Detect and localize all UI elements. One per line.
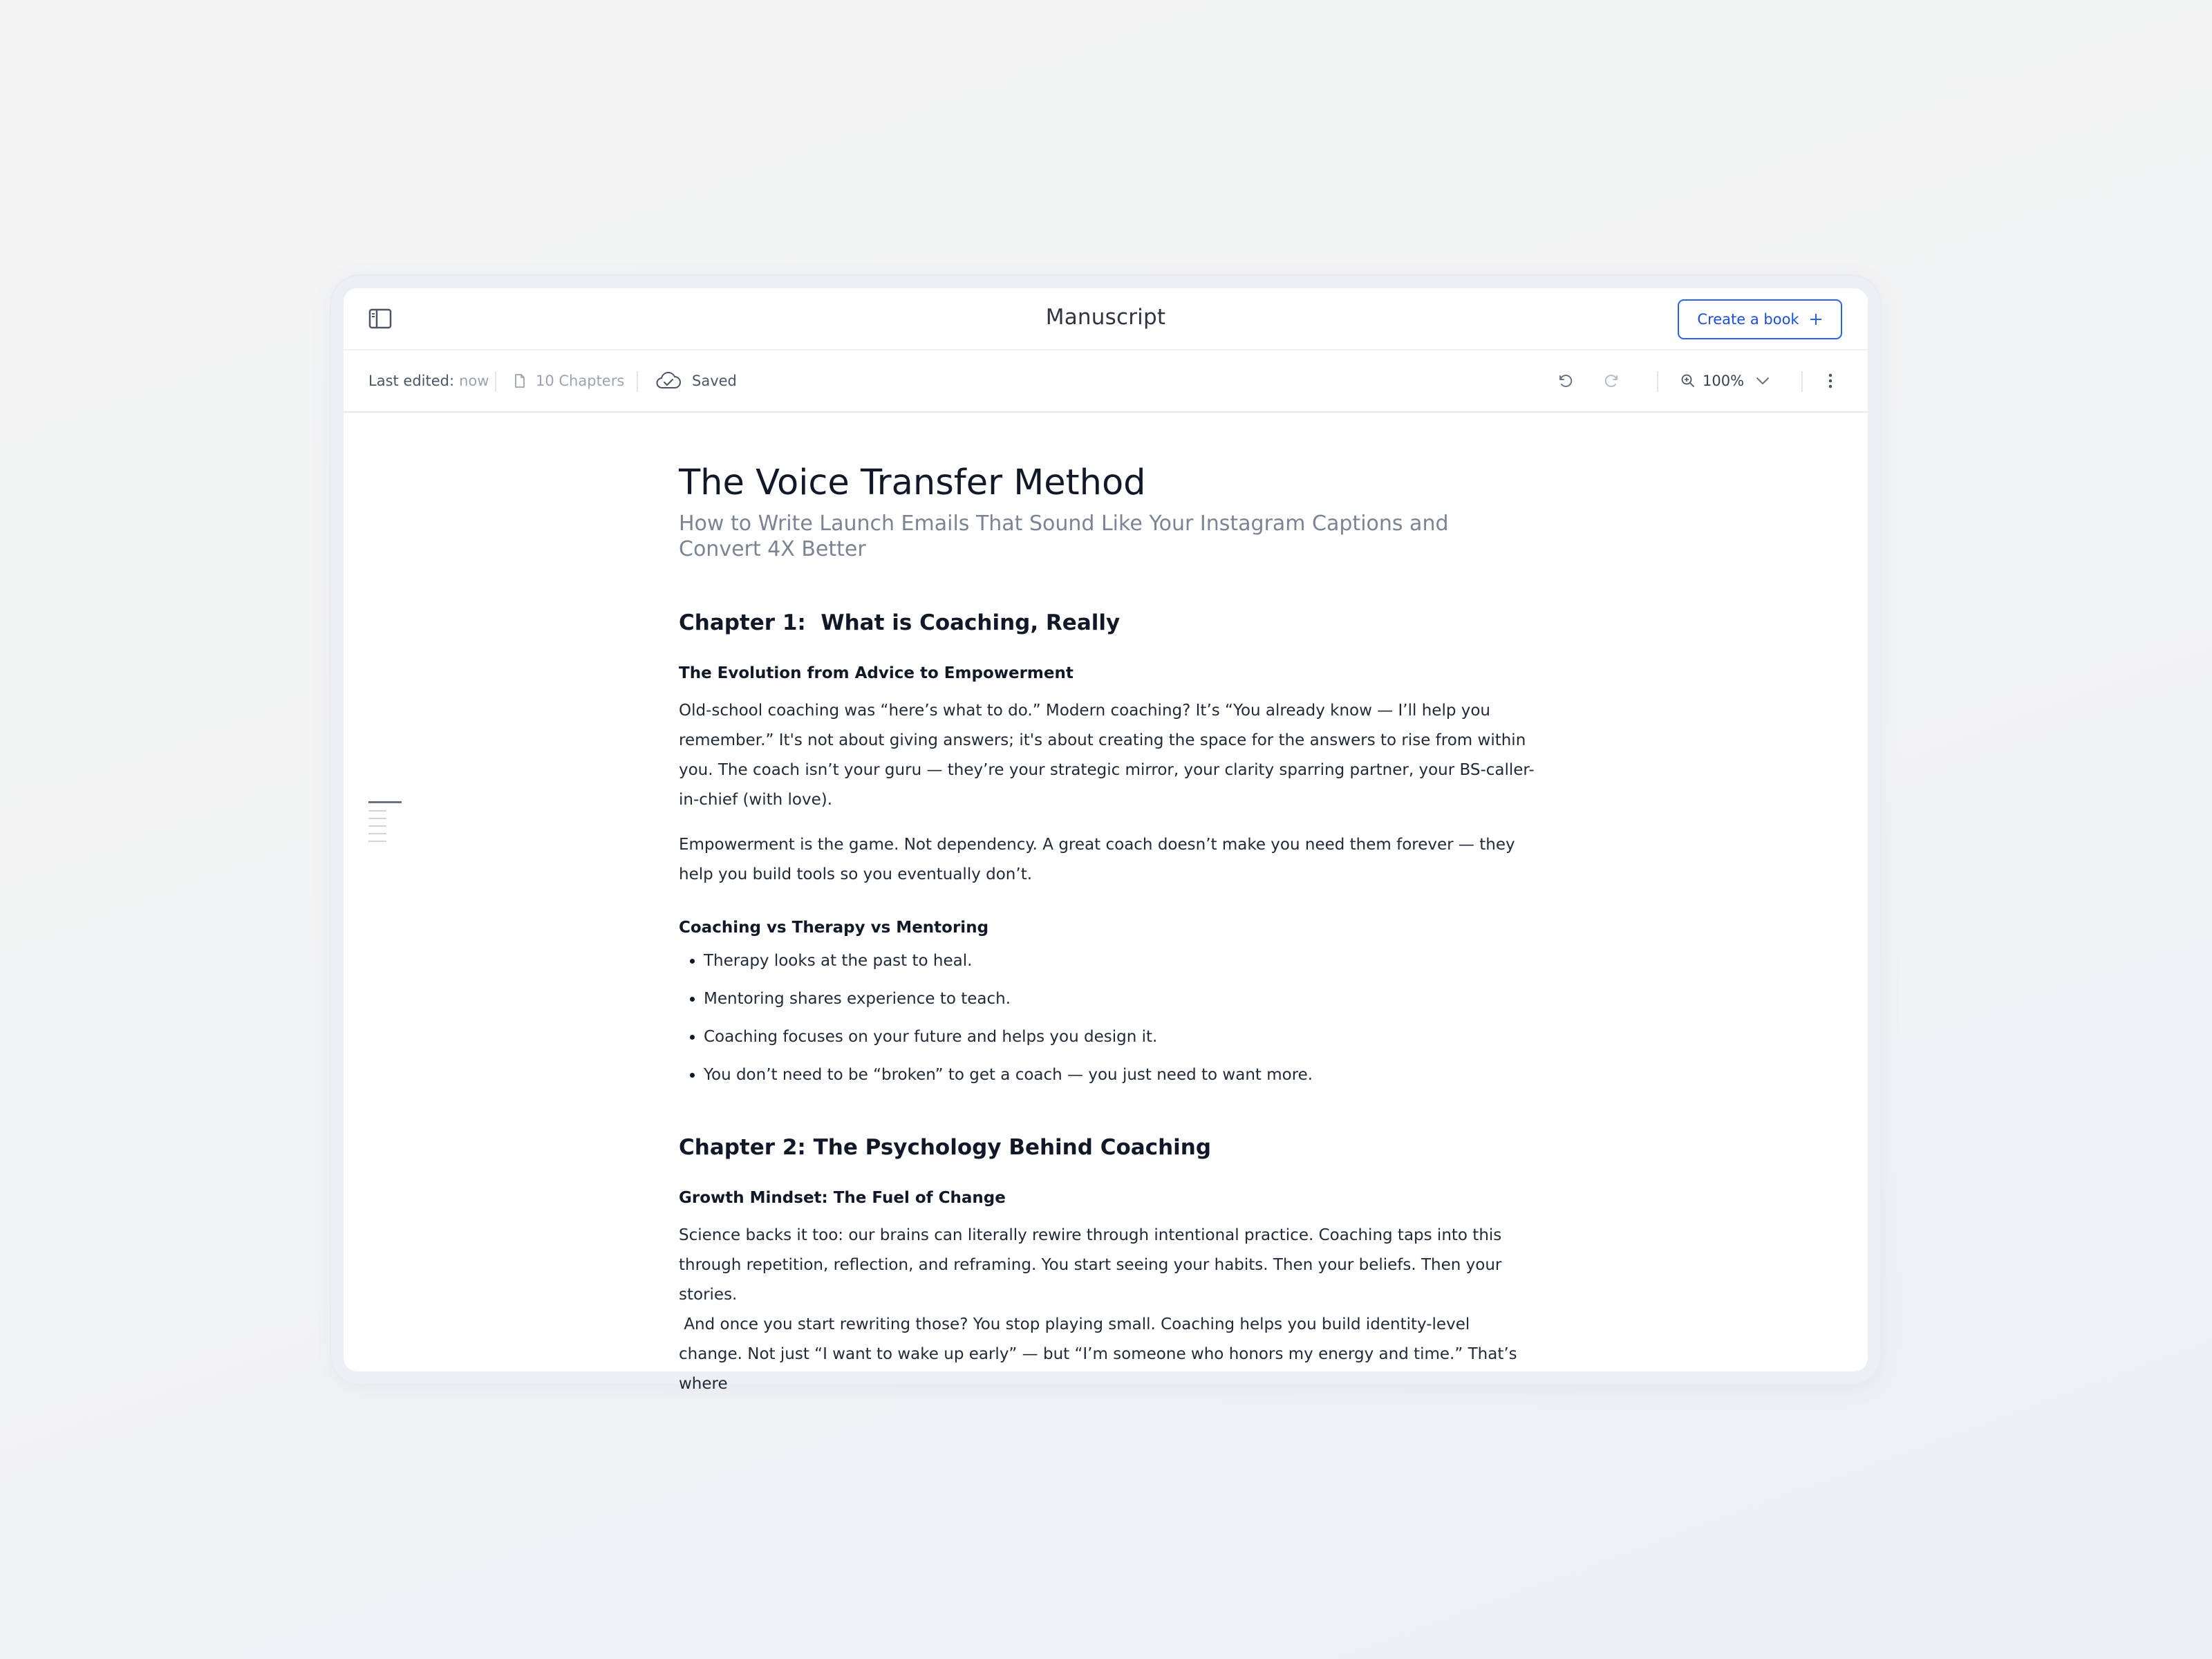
zoom-control[interactable] xyxy=(1680,367,1770,395)
create-book-label: Create a book xyxy=(1697,311,1799,328)
bullet-list xyxy=(679,950,1536,1085)
plus-icon xyxy=(1809,312,1823,326)
last-edited-status xyxy=(368,350,489,411)
paragraph[interactable]: Empowerment is the game. Not dependency. A great coach doesn’t make you need them forever — they help you build tools so you eventually don’t. xyxy=(679,836,1515,883)
save-status xyxy=(655,350,737,411)
outline-line-active xyxy=(368,801,402,803)
undo-icon xyxy=(1557,373,1573,389)
document-icon xyxy=(514,373,526,388)
chapters-label: 10 Chapters xyxy=(536,373,625,389)
document-toolbar xyxy=(344,350,1868,413)
save-status-label: Saved xyxy=(692,373,737,389)
undo-button[interactable] xyxy=(1553,369,1577,393)
redo-icon xyxy=(1604,373,1620,389)
list-item[interactable]: • Mentoring shares experience to teach. xyxy=(704,988,1536,1009)
document-title[interactable]: The Voice Transfer Method xyxy=(679,462,1146,503)
section-heading[interactable]: The Evolution from Advice to Empowerment xyxy=(679,664,1074,682)
chevron-down-icon xyxy=(1755,376,1770,386)
list-item[interactable]: • Therapy looks at the past to heal. xyxy=(704,950,1536,971)
document-body[interactable] xyxy=(679,462,1536,1399)
toolbar-divider xyxy=(1657,371,1658,392)
paragraph[interactable]: Old-school coaching was “here’s what to do.” Modern coaching? It’s “You already know — I’ll help you remember.” It's not about giving answers; it's about creating the space for the answers to rise from within you. The coach isn’t your guru — they’re your strategic mirror, your clarity sparring partner, your BS-caller-in-chief (with love). xyxy=(679,702,1535,809)
more-vertical-icon xyxy=(1827,372,1834,390)
page-title: Manuscript xyxy=(1045,305,1166,330)
section-heading[interactable]: Growth Mindset: The Fuel of Change xyxy=(679,1189,1006,1207)
document-subtitle[interactable]: How to Write Launch Emails That Sound Like Your Instagram Captions and Convert 4X Better xyxy=(679,512,1449,561)
outline-line xyxy=(368,810,386,812)
paragraph[interactable]: Science backs it too: our brains can literally rewire through intentional practice. Coaching taps into this through repetition, reflection, and reframing. You start seeing your habits. Then your beliefs. Then your stories. xyxy=(679,1226,1502,1304)
outline-line xyxy=(368,818,386,819)
list-item[interactable]: • You don’t need to be “broken” to get a coach — you just need to want more. xyxy=(704,1065,1536,1085)
create-book-button[interactable] xyxy=(1678,299,1842,339)
more-options-button[interactable] xyxy=(1819,369,1842,393)
outline-line xyxy=(368,841,386,842)
toolbar-divider xyxy=(637,371,638,392)
paragraph[interactable]: And once you start rewriting those? You stop playing small. Coaching helps you build identity-level change. Not just “I want to wake up early” — but “I’m someone who honors my energy and time.” That’s where xyxy=(679,1315,1522,1393)
chapter-heading[interactable]: Chapter 2: The Psychology Behind Coaching xyxy=(679,1135,1212,1160)
last-edited-label: Last edited: xyxy=(368,373,455,389)
title-bar xyxy=(344,288,1868,350)
chapter-heading[interactable]: Chapter 1: What is Coaching, Really xyxy=(679,610,1121,635)
toolbar-divider xyxy=(1801,371,1803,392)
outline-minimap[interactable] xyxy=(368,801,404,848)
list-item[interactable]: • Coaching focuses on your future and helps you design it. xyxy=(704,1027,1536,1047)
outline-line xyxy=(368,825,386,827)
last-edited-value: now xyxy=(459,373,489,389)
zoom-level: 100% xyxy=(1703,373,1745,389)
section-heading[interactable]: Coaching vs Therapy vs Mentoring xyxy=(679,919,989,937)
zoom-in-icon xyxy=(1680,373,1696,388)
editor-window xyxy=(344,288,1868,1393)
outline-line xyxy=(368,833,386,834)
chapters-count[interactable] xyxy=(514,350,624,411)
redo-button[interactable] xyxy=(1600,369,1624,393)
toolbar-divider xyxy=(495,371,496,392)
editor-content xyxy=(344,413,1868,1393)
cloud-check-icon xyxy=(655,372,682,390)
